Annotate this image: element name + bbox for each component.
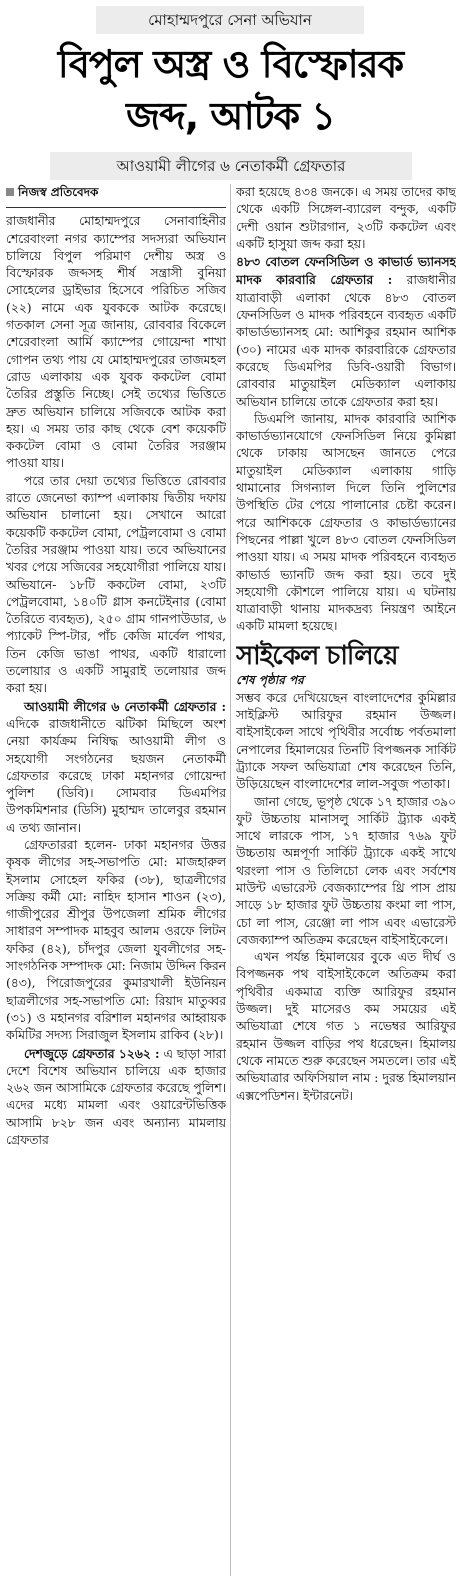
paragraph-with-subhead: [6, 1045, 226, 1150]
bullet-icon: [6, 188, 14, 196]
byline-text: নিজস্ব প্রতিবেদক: [18, 185, 99, 199]
paragraph: করা হয়েছে ৪৩৪ জনকে। এ সময় তাদের কাছ থেকে একটি সিঙ্গেল-ব্যারেল বন্দুক, একটি দেশী ওয়ান শুটারগান, ২৩টি ককটেল এবং একটি হাসুয়া জব্দ করা হয়।: [236, 185, 456, 251]
subheading: ৪৮৩ বোতল ফেনসিডিল ও কাভার্ড ভ্যানসহ মাদক কারবারি গ্রেফতার :: [236, 254, 456, 288]
column-divider: [230, 184, 231, 1576]
paragraph: সম্ভব করে দেখিয়েছেন বাংলাদেশের কুমিল্লার সাইক্লিস্ট আরিফুর রহমান উজ্জল। বাইসাইকেল সাথে পৃথিবীর সর্বোচ্চ পর্বতমালা নেপালের হিমালয়ের তিনটি বিপজ্জনক সার্কিট ট্র্যাকে সফল অভিযাত্রা শেষ করেছেন তিনি, উড়িয়েছেন বাংলাদেশের লাল-সবুজ পতাকা।: [236, 690, 456, 792]
paragraph-text: এ ছাড়া সারা দেশে বিশেষ অভিযান চালিয়ে এক হাজার ২৬২ জন আসামিকে গ্রেফতার করেছে পুলিশ। এদের মধ্যে মামলা এবং ওয়ারেন্টভিত্তিক আসামি ৮২৮ জন এবং অন্যান্য মামলায় গ্রেফতার: [6, 1046, 226, 1148]
right-column: [236, 184, 456, 1576]
headline-line-1: বিপুল অস্ত্র ও বিস্ফোরক: [57, 42, 404, 86]
kicker-label: মোহাম্মদপুরে সেনা অভিযান: [96, 6, 364, 34]
byline-rule: [6, 207, 226, 208]
headline: [0, 38, 461, 142]
byline: [6, 184, 226, 201]
section-headline: সাইকেল চালিয়ে: [236, 640, 398, 671]
paragraph: গ্রেফতাররা হলেন- ঢাকা মহানগর উত্তর কৃষক লীগের সহ-সভাপতি মো: মাজহারুল ইসলাম সোহেল ফকির (৩৮), ছাত্রলীগের সক্রিয় কর্মী মো: নাহিদ হাসান শাওন (২৩), গাজীপুরের শ্রীপুর উপজেলা শ্রমিক লীগের সাধারণ সম্পাদক মাহবুব আলম ওরফে লিটন ফকির (৪২), চাঁদপুর জেলা যুবলীগের সহ-সাংগঠনিক সম্পাদক মো: নিজাম উদ্দিন কিরন (৪৩), পিরোজপুরের কুমারখালী ইউনিয়ন ছাত্রলীগের সহ-সভাপতি মো: রিয়াদ মাতুব্বর (৩১) ও মহানগর বরিশাল মহানগর আহ্বায়ক কমিটির সদস্য সিরাজুল ইসলাম রাকিব (২৮)।: [6, 837, 226, 1043]
paragraph: রাজধানীর মোহাম্মদপুরে সেনাবাহিনীর শেরেবাংলা নগর ক্যাম্পের সদস্যরা অভিযান চালিয়ে বিপুল পরিমাণ দেশীয় অস্ত্র ও বিস্ফোরক জব্দসহ শীর্ষ সন্ত্রাসী বুনিয়া সোহেলের ড্রাইভার হিসেবে পরিচিত সজিব (২২) নামে এক যুবককে আটক করেছে। গতকাল সেনা সূত্র জানায়, রোববার বিকেলে শেরেবাংলা আর্মি ক্যাম্পের গোয়েন্দা শাখা গোপন তথ্য পায় যে মোহাম্মদপুরের তাজমহল রোড এলাকায় এক যুবক ককটেল বোমা তৈরির প্রস্তুতি নিচ্ছে। সেই তথ্যের ভিত্তিতে দ্রুত অভিযান চালিয়ে সজিবকে আটক করা হয়। এ সময় তার কাছ থেকে বেশ কয়েকটি ককটেল বোমা ও বোমা তৈরির সরঞ্জাম পাওয়া যায়।: [6, 214, 226, 471]
subheading: আওয়ামী লীগের ৬ নেতাকর্মী গ্রেফতার :: [24, 698, 226, 714]
paragraph: এখন পর্যন্ত হিমালয়ের বুকে এত দীর্ঘ ও বিপজ্জনক পথ বাইসাইকেলে অতিক্রম করা পৃথিবীর একমাত্র ব্যক্তি আরিফুর রহমান উজ্জল। দুই মাসেরও কম সময়ের এই অভিযাত্রা শেষে গত ১ নভেম্বর আরিফুর রহমান উজ্জল বাড়ির পথ ধরেছেন। হিমালয় থেকে নামতে শুরু করেছেন সমতলে। তার এই অভিযাত্রার অফিসিয়াল নাম : দুরন্ত হিমালয়ান এক্সপেডিশন। ইন্টারনেট।: [236, 950, 456, 1103]
headline-line-2: জব্দ, আটক ১: [126, 94, 335, 138]
paragraph-with-subhead: [236, 253, 456, 411]
paragraph-text: এদিকে রাজধানীতে ঝটিকা মিছিলে অংশ নেয়া কার্যক্রম নিষিদ্ধ আওয়ামী লীগ ও সহযোগী সংগঠনের ছয়জন নেতাকর্মী গ্রেফতার করেছে ঢাকা মহানগর গোয়েন্দা পুলিশ (ডিবি)। সোমবার ডিএমপির উপকমিশনার (ডিসি) মুহাম্মদ তালেবুর রহমান এ তথ্য জানান।: [6, 716, 226, 835]
paragraph-with-subhead: [6, 698, 226, 837]
continued-from-label: শেষ পৃষ্ঠার পর: [236, 672, 304, 687]
paragraph-text: রাজধানীর যাত্রাবাড়ী এলাকা থেকে ৪৮৩ বোতল ফেনসিডিল ও মাদক পরিবহনে ব্যবহৃত একটি কাভার্ডভ্যানসহ মো: আশিকুর রহমান আশিক (৩০) নামের এক মাদক কারবারিকে গ্রেফতার করেছে ডিএমপির ডিবি-ওয়ারী বিভাগ। রোববার মাতুয়াইল মেডিক্যাল এলাকায় অভিযান চালিয়ে তাকে গ্রেফতার করা হয়।: [236, 273, 456, 409]
subhead: আওয়ামী লীগের ৬ নেতাকর্মী গ্রেফতার: [50, 152, 412, 180]
paragraph: ডিএমপি জানায়, মাদক কারবারি আশিক কাভার্ডভ্যানযোগে ফেনসিডিল নিয়ে কুমিল্লা থেকে ঢাকায় আসছেন জানতে পেরে মাতুয়াইল মেডিক্যাল এলাকায় গাড়ি থামানোর সিগন্যাল দিলে তিনি পুলিশের উপস্থিতি টের পেয়ে পালানোর চেষ্টা করেন। পরে আশিককে গ্রেফতার ও কাভার্ডভ্যানের পিছনের পাল্লা খুলে ৪৮৩ বোতল ফেনসিডিল পাওয়া যায়। এ সময় মাদক পরিবহনে ব্যবহৃত কাভার্ড ভ্যানটি জব্দ করা হয়। তবে দুই সহযোগী কৌশলে পালিয়ে যায়। এ ঘটনায় যাত্রাবাড়ী থানায় মাদকদ্রব্য নিয়ন্ত্রণ আইনে একটি মামলা হয়েছে।: [236, 411, 456, 634]
left-column: [6, 184, 226, 1576]
subheading: দেশজুড়ে গ্রেফতার ১২৬২ :: [24, 1045, 160, 1061]
paragraph: জানা গেছে, ভূপৃষ্ঠ থেকে ১৭ হাজার ৩৯০ ফুট উচ্চতায় মানাসলু সার্কিট ট্র্যাক একই সাথে লারকে পাস, ১৭ হাজার ৭৬৯ ফুট উচ্চতায় অন্নপূর্ণা সার্কিট ট্র্যাকে একই সাথে থরংলা পাস ও তিলিচো লেক এবং সর্বশেষ মাউন্ট এভারেস্ট বেজক্যাম্পের থ্রি পাস প্রায় সাড়ে ১৮ হাজার ফুট উচ্চতায় কংমা লা পাস, চো লা পাস, রেঞ্জো লা পাস এবং এভারেস্ট বেজক্যাম্প অতিক্রম করেছেন বাইসাইকেলে।: [236, 794, 456, 947]
paragraph: পরে তার দেয়া তথ্যের ভিত্তিতে রোববার রাতে জেনেভা ক্যাম্প এলাকায় দ্বিতীয় দফায় অভিযান চালানো হয়। সেখানে আরো কয়েকটি ককটেল বোমা, পেট্রলবোমা ও বোমা তৈরির সরঞ্জাম পাওয়া যায়। তবে অভিযানের খবর পেয়ে সজিবের সহযোগীরা পালিয়ে যায়। অভিযানে- ১৮টি ককটেল বোমা, ২৩টি পেট্রলবোমা, ১৪০টি গ্লাস কনটেইনার (বোমা তৈরিতে ব্যবহৃত), ২৫০ গ্রাম গানপাউডার, ৬ প্যাকেট স্পি-টার, পাঁচ কেজি মার্বেল পাথর, তিন কেজি ভাঙা পাথর, একটি ধারালো তলোয়ার ও একটি সামুরাই তলোয়ার জব্দ করা হয়।: [6, 473, 226, 696]
